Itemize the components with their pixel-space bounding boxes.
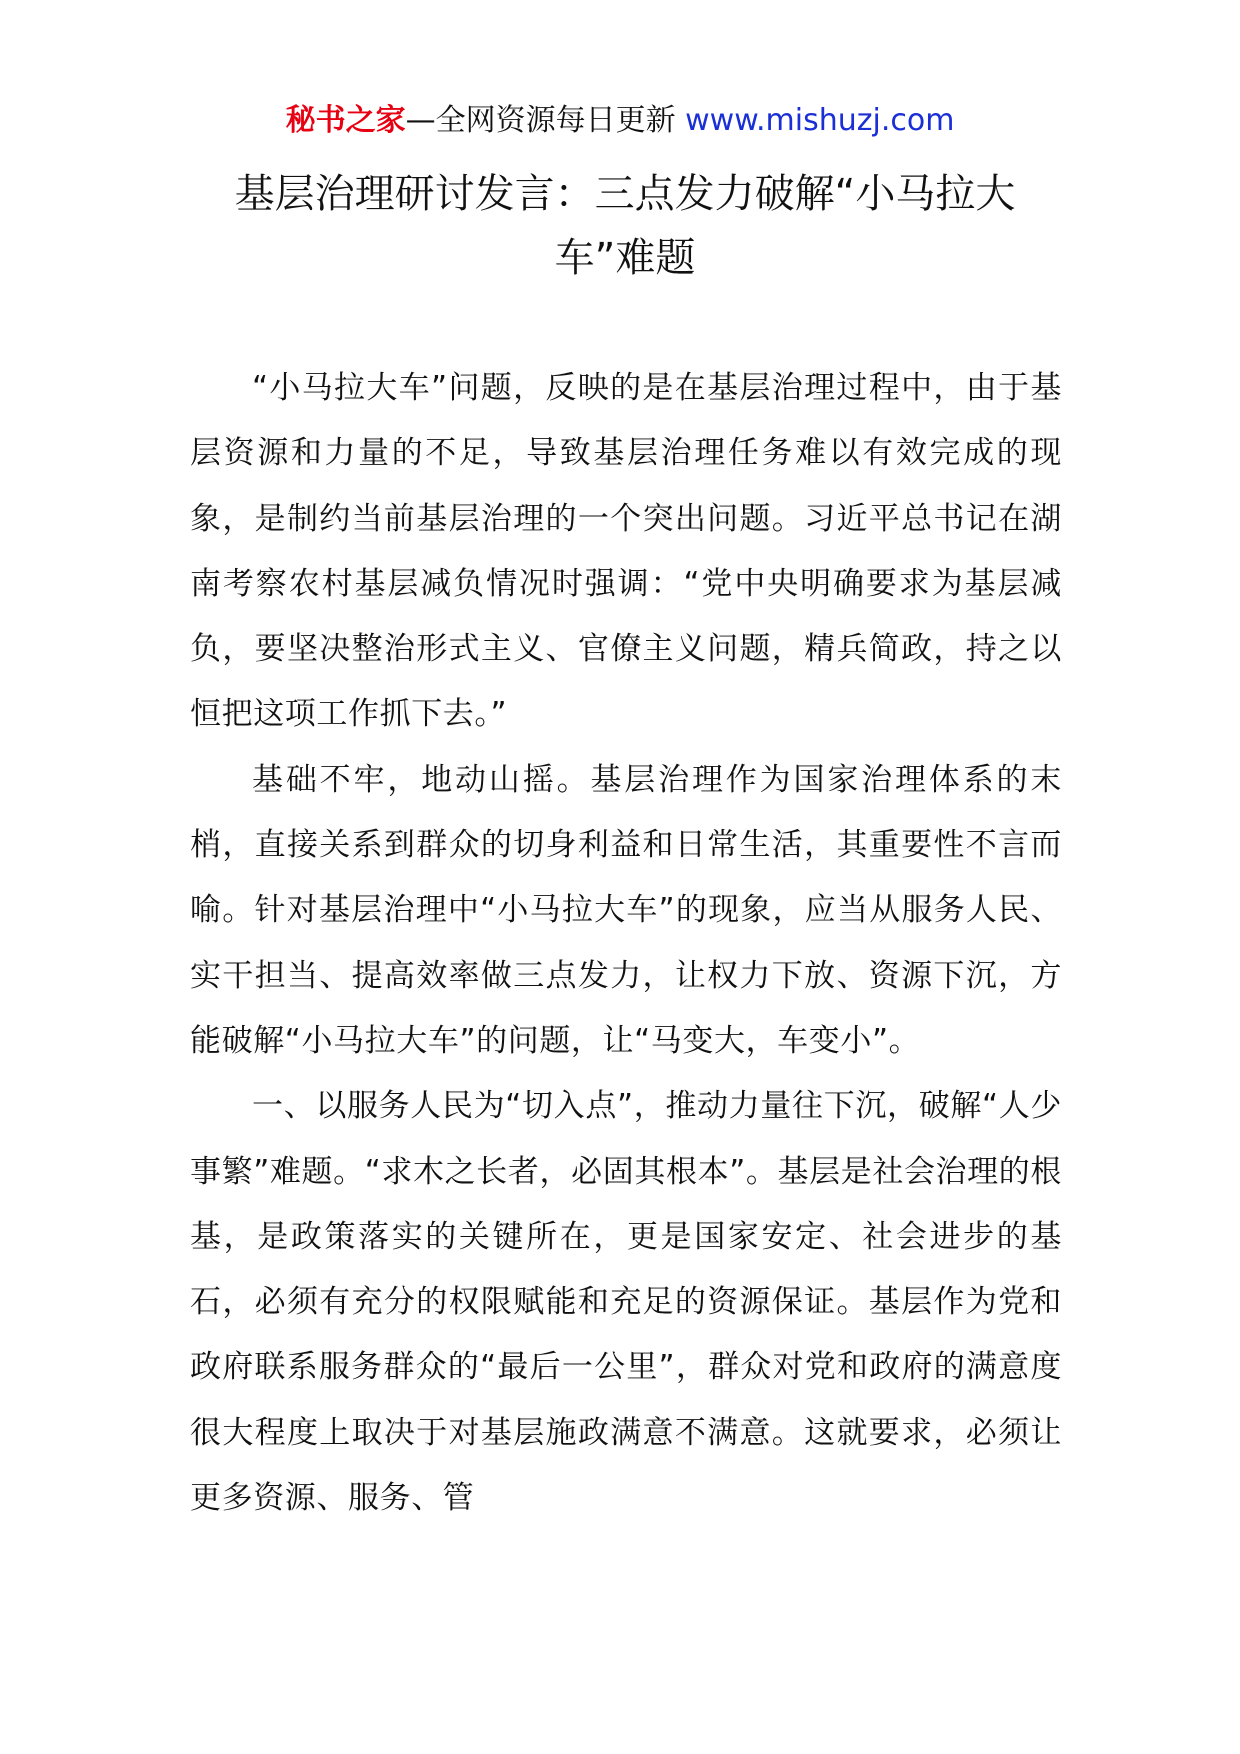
brand-name: 秘书之家 <box>285 103 406 138</box>
paragraph-3: 一、以服务人民为“切入点”，推动力量往下沉，破解“人少事繁”难题。“求木之长者，必固其根本”。基层是社会治理的根基，是政策落实的关键所在，更是国家安定、社会进步的基石，必须有充分的权限赋能和充足的资源保证。基层作为党和政府联系服务群众的“最后一公里”，群众对党和政府的满意度很大程度上取决于对基层施政满意不满意。这就要求，必须让更多资源、服务、管 <box>190 1088 1062 1517</box>
document-title: 基层治理研讨发言：三点发力破解“小马拉大车”难题 <box>234 171 1016 281</box>
site-url-link[interactable]: www.mishuzj.com <box>685 103 955 138</box>
site-header <box>0 98 1240 144</box>
document-body <box>190 356 1062 1531</box>
paragraph-1: “小马拉大车”问题，反映的是在基层治理过程中，由于基层资源和力量的不足，导致基层治理任务难以有效完成的现象，是制约当前基层治理的一个突出问题。习近平总书记在湖南考察农村基层减负情况时强调：“党中央明确要求为基层减负，要坚决整治形式主义、官僚主义问题，精兵简政，持之以恒把这项工作抓下去。” <box>190 370 1062 733</box>
paragraph-2: 基础不牢，地动山摇。基层治理作为国家治理体系的末梢，直接关系到群众的切身利益和日常生活，其重要性不言而喻。针对基层治理中“小马拉大车”的现象，应当从服务人民、实干担当、提高效率做三点发力，让权力下放、资源下沉，方能破解“小马拉大车”的问题，让“马变大，车变小”。 <box>190 761 1062 1059</box>
header-tagline: —全网资源每日更新 <box>405 103 686 138</box>
